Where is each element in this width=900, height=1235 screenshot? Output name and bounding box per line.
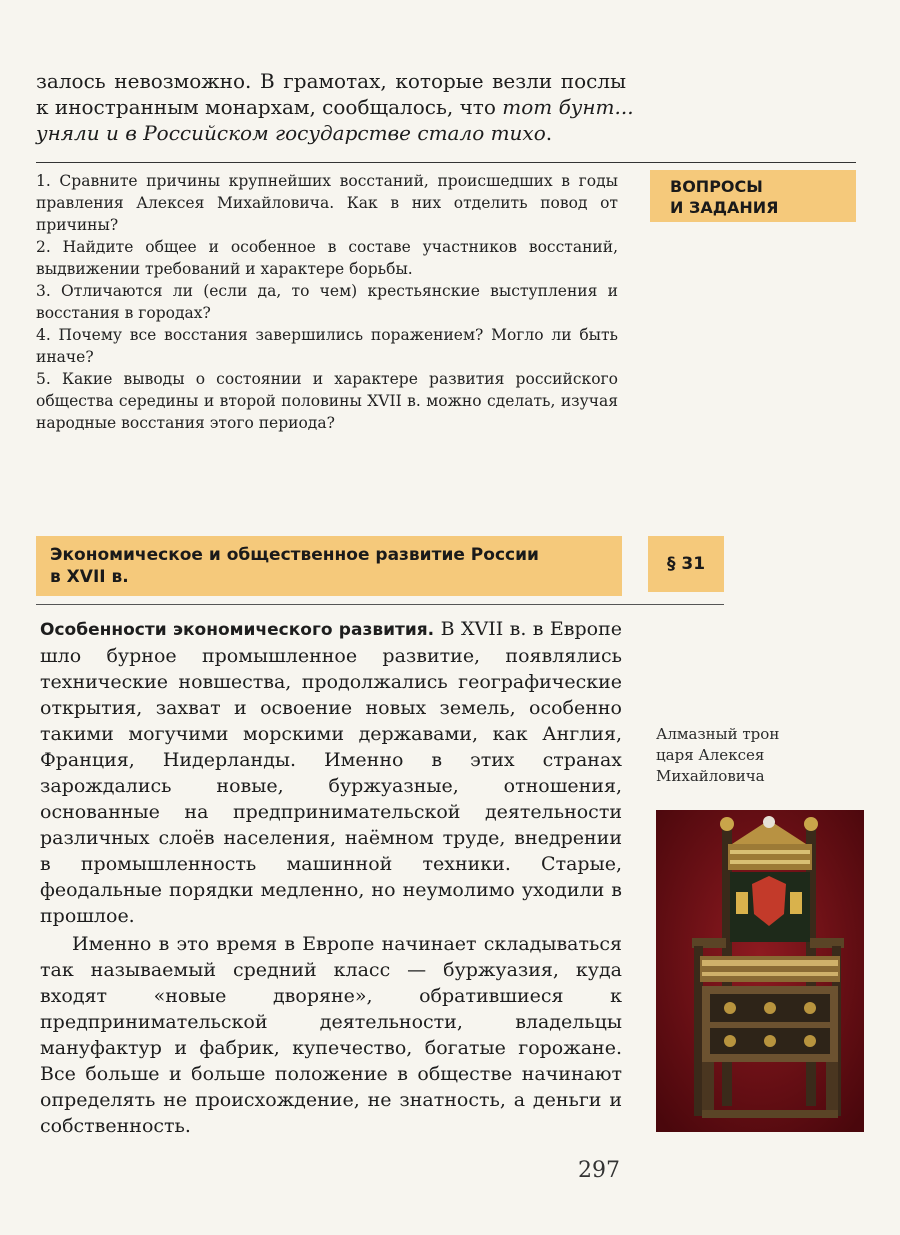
figure-caption-line-2: царя Алексея — [656, 746, 765, 764]
intro-line-3-end: . — [545, 121, 553, 145]
intro-line-3 — [36, 120, 626, 146]
intro-paragraph — [36, 68, 634, 146]
figure-caption-line-1: Алмазный трон — [656, 725, 780, 743]
question-item: 5. Какие выводы о состоянии и характере развития российского общества середины и второй половины XVII в. можно сделать, изучая народные восстания этого периода? — [36, 370, 618, 432]
intro-line-1: залось невозможно. В грамотах, которые везли послы — [36, 69, 626, 93]
intro-line-3-italic: уняли и в Российском государстве стало тихо — [36, 121, 546, 145]
questions-badge-line-1: ВОПРОСЫ — [670, 177, 763, 196]
question-item: 1. Сравните причины крупнейших восстаний, происшедших в годы правления Алексея Михайловича. Как в них отделить повод от причины? — [36, 172, 618, 234]
section-title-line-1: Экономическое и общественное развитие России — [50, 545, 539, 565]
question-item: 2. Найдите общее и особенное в составе участников восстаний, выдвижении требований и характере борьбы. — [36, 238, 618, 278]
divider-top — [36, 162, 856, 163]
throne-illustration — [656, 810, 864, 1132]
section-title — [36, 536, 622, 596]
page-number: 297 — [578, 1158, 620, 1183]
divider-section — [36, 604, 724, 605]
main-text — [40, 616, 622, 1139]
questions-badge — [650, 170, 856, 222]
questions-list — [36, 170, 618, 434]
paragraph-1-lead: Особенности экономического развития. — [40, 620, 435, 640]
paragraph-2: Именно в это время в Европе начинает складываться так называемый средний класс — буржуазия, куда входят «новые дворяне», обратившиеся к предпринимательской деятельности, владельцы мануфактур и фабрик, купечество, богатые горожане. Все больше и больше положение в обществе начинают определять не происхождение, не знатность, а деньги и собственность. — [40, 933, 622, 1137]
figure-caption-line-3: Михайловича — [656, 767, 765, 785]
section-title-line-2: в XVII в. — [50, 567, 129, 587]
intro-line-2-text: к иностранным монархам, сообщалось, что — [36, 95, 503, 119]
question-item: 4. Почему все восстания завершились поражением? Могло ли быть иначе? — [36, 326, 618, 366]
question-item: 3. Отличаются ли (если да, то чем) крестьянские выступления и восстания в городах? — [36, 282, 618, 322]
section-number-badge: § 31 — [648, 536, 724, 592]
figure-caption — [656, 724, 856, 787]
throne-photo — [656, 810, 864, 1132]
paragraph-1 — [40, 616, 622, 929]
intro-line-2 — [36, 94, 634, 120]
intro-line-2-italic: тот бунт... — [502, 95, 634, 119]
paragraph-1-text: В XVII в. в Европе шло бурное промышленное развитие, появлялись технические новшества, продолжались географические открытия, захват и освоение новых земель, особенно такими могучими морскими державами, как Англия, Франция, Нидерланды. Именно в этих странах зарождались новые, буржуазные, отношения, основанные на предпринимательской деятельности различных слоёв населения, наёмном труде, внедрении в промышленность машинной техники. Старые, феодальные порядки медленно, но неумолимо уходили в прошлое. — [40, 618, 622, 927]
questions-badge-line-2: И ЗАДАНИЯ — [670, 198, 779, 217]
